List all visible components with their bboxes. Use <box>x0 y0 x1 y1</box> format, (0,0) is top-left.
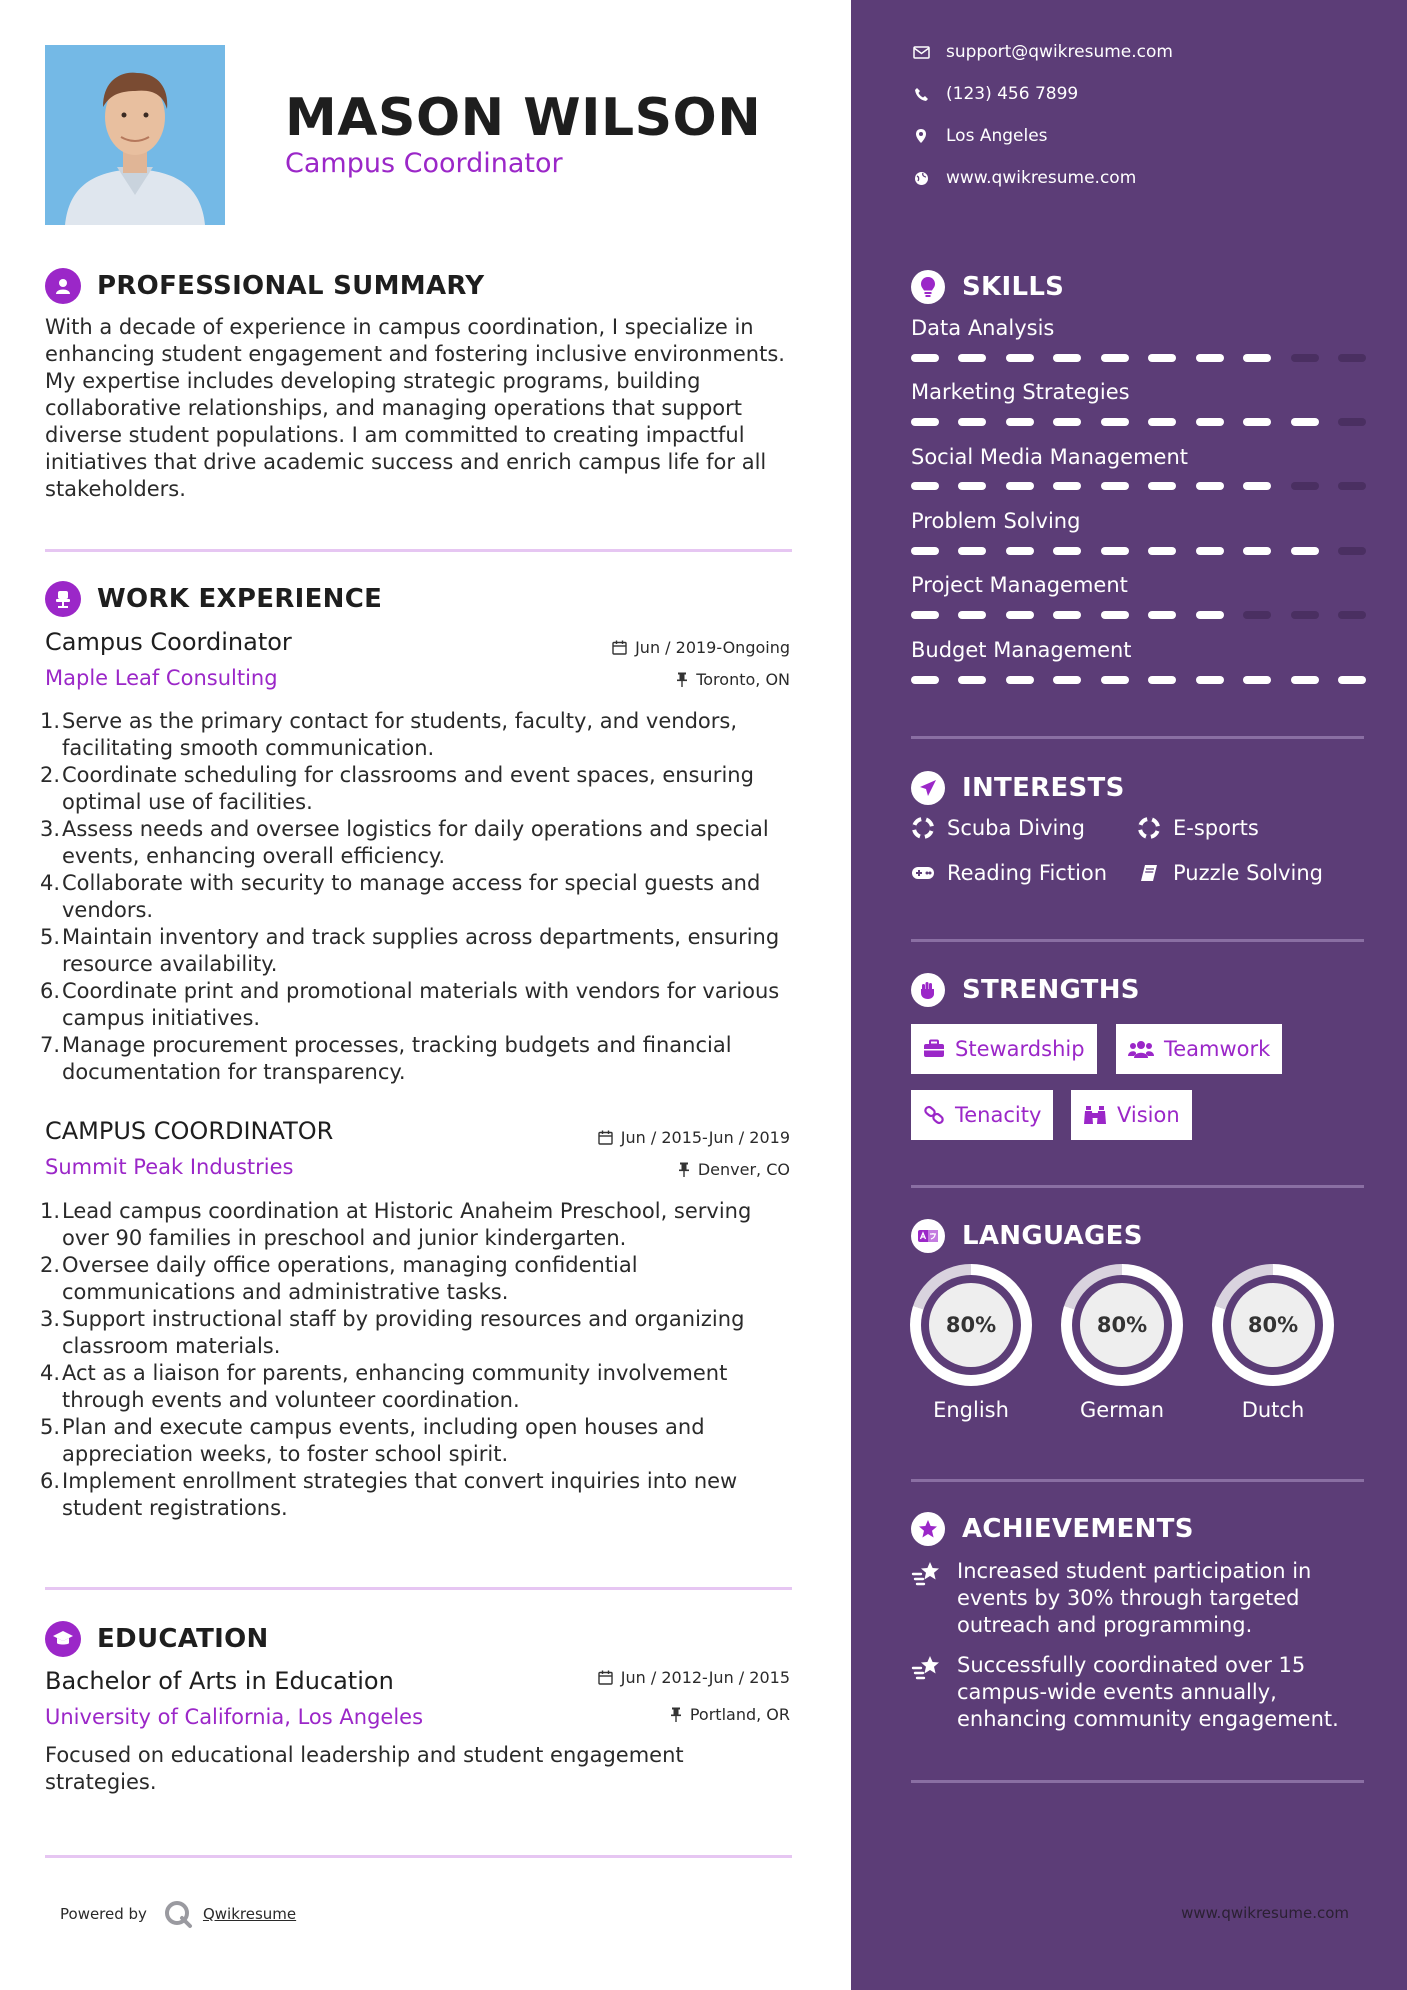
pin-icon <box>676 672 688 687</box>
section-divider <box>911 1780 1364 1783</box>
skill-level-segment <box>1148 676 1176 684</box>
language-ring <box>1212 1264 1334 1386</box>
star-badge-icon <box>911 1512 945 1546</box>
languages-title: LANGUAGES <box>962 1221 1143 1251</box>
language-percent: 80% <box>1231 1283 1315 1367</box>
skill-level-segment <box>1291 482 1319 490</box>
job-location <box>678 1160 790 1179</box>
skill-level-segment <box>1148 354 1176 362</box>
skill-level-segment <box>1006 354 1034 362</box>
section-divider <box>45 1587 792 1590</box>
fist-icon <box>911 973 945 1007</box>
list-item: 3. Support instructional staff by providing resources and organizing classroom materials. <box>40 1307 745 1358</box>
skill-level-segment <box>1101 482 1129 490</box>
binoculars-icon <box>1083 1105 1107 1125</box>
skill-name: Social Media Management <box>911 445 1189 469</box>
list-item: 7. Manage procurement processes, tracking budgets and financial documentation for transparency. <box>40 1033 732 1084</box>
strength-badge: Vision <box>1071 1090 1192 1140</box>
skill-level-segment <box>1338 611 1366 619</box>
language-name: Dutch <box>1241 1398 1305 1422</box>
contact-email[interactable] <box>911 42 1173 62</box>
job-location-text: Denver, CO <box>697 1160 790 1179</box>
job-dates-text: Jun / 2015-Jun / 2019 <box>620 1128 790 1147</box>
pin-icon <box>678 1162 690 1177</box>
skill-level-segment <box>1338 418 1366 426</box>
skill-level-segment <box>958 418 986 426</box>
section-divider <box>911 1185 1364 1188</box>
language-name: German <box>1079 1398 1165 1422</box>
education-dates-text: Jun / 2012-Jun / 2015 <box>620 1668 790 1687</box>
skill-level-segment <box>911 354 939 362</box>
skill-level-segment <box>1243 482 1271 490</box>
graduation-cap-icon <box>45 1621 81 1657</box>
job-location-text: Toronto, ON <box>696 670 790 689</box>
skill-level-segment <box>1291 676 1319 684</box>
lifebuoy-icon <box>911 817 935 839</box>
achievement-item: Increased student participation in events by 30% through targeted outreach and programming. <box>911 1558 1371 1639</box>
job-duties <box>40 708 800 1086</box>
globe-icon <box>911 171 931 186</box>
profile-photo <box>45 45 225 225</box>
candidate-name: MASON WILSON <box>285 88 762 148</box>
skill-level-segment <box>1101 354 1129 362</box>
skill-level-segment <box>1148 482 1176 490</box>
contact-website-text: www.qwikresume.com <box>946 168 1137 188</box>
contact-location <box>911 126 1048 146</box>
skill-level-segment <box>911 547 939 555</box>
interest-item: Scuba Diving <box>911 816 1085 840</box>
qwikresume-link[interactable]: Qwikresume <box>202 1905 297 1923</box>
skill-level-segment <box>911 611 939 619</box>
skill-level-segment <box>1243 354 1271 362</box>
achievements-heading <box>911 1509 1194 1549</box>
contact-location-text: Los Angeles <box>946 126 1048 146</box>
job-location <box>676 670 790 689</box>
list-item: 5. Maintain inventory and track supplies across departments, ensuring resource availability. <box>40 925 780 976</box>
achievements-title: ACHIEVEMENTS <box>962 1514 1194 1544</box>
language-icon <box>911 1219 945 1253</box>
skill-level-segment <box>1196 611 1224 619</box>
skill-level-segment <box>1338 354 1366 362</box>
skill-level-segment <box>1006 418 1034 426</box>
gamepad-icon <box>911 865 935 881</box>
skills-title: SKILLS <box>962 272 1065 302</box>
skill-level-segment <box>1243 676 1271 684</box>
skill-level-segment <box>1053 611 1081 619</box>
skill-level-segment <box>1243 418 1271 426</box>
skill-level-segment <box>911 482 939 490</box>
section-divider <box>911 939 1364 942</box>
language-percent: 80% <box>1080 1283 1164 1367</box>
list-item: 1. Lead campus coordination at Historic Anaheim Preschool, serving over 90 families in preschool and junior kindergarten. <box>40 1199 752 1250</box>
skill-bar <box>911 418 1366 426</box>
footer-site[interactable]: www.qwikresume.com <box>1181 1904 1349 1922</box>
job-duties <box>40 1198 800 1522</box>
contact-phone-text: (123) 456 7899 <box>946 84 1079 104</box>
skill-level-segment <box>1338 676 1366 684</box>
degree-title: Bachelor of Arts in Education <box>45 1667 394 1695</box>
skill-level-segment <box>1291 354 1319 362</box>
skill-level-segment <box>1196 676 1224 684</box>
strength-badge: Tenacity <box>911 1090 1053 1140</box>
skill-level-segment <box>1243 547 1271 555</box>
contact-website[interactable] <box>911 168 1136 188</box>
job-company: Maple Leaf Consulting <box>45 666 278 690</box>
contact-email-text: support@qwikresume.com <box>946 42 1173 62</box>
skill-level-segment <box>1291 611 1319 619</box>
skill-level-segment <box>1291 547 1319 555</box>
section-divider <box>911 736 1364 739</box>
language-item <box>1061 1264 1183 1422</box>
skill-bar <box>911 611 1366 619</box>
skill-level-segment <box>1053 482 1081 490</box>
skill-level-segment <box>1148 611 1176 619</box>
job-dates <box>612 638 790 657</box>
education-location-text: Portland, OR <box>689 1705 790 1724</box>
skill-level-segment <box>958 354 986 362</box>
briefcase-icon <box>923 1039 945 1059</box>
calendar-icon <box>598 1670 613 1685</box>
job-dates <box>598 1128 790 1147</box>
link-icon <box>923 1104 945 1126</box>
phone-icon <box>911 87 931 102</box>
skill-level-segment <box>1196 547 1224 555</box>
powered-by <box>60 1899 296 1929</box>
skill-level-segment <box>1053 547 1081 555</box>
map-marker-icon <box>911 128 931 144</box>
summary-text: With a decade of experience in campus coordination, I specialize in enhancing student engagement and fostering inclusive environments. My expertise includes developing strategic programs, building collaborative relationships, and managing operations that support diverse student populations. I am committed to creating impactful initiatives that drive academic success and enrich campus life for all stakeholders. <box>45 315 785 501</box>
skill-level-segment <box>1053 354 1081 362</box>
list-item: 5. Plan and execute campus events, including open houses and appreciation weeks, to foster school spirit. <box>40 1415 705 1466</box>
skill-name: Problem Solving <box>911 509 1081 533</box>
education-dates <box>598 1668 790 1687</box>
skill-level-segment <box>1196 482 1224 490</box>
skill-level-segment <box>1196 354 1224 362</box>
interests-heading <box>911 768 1125 808</box>
interest-item: Reading Fiction <box>911 861 1107 885</box>
list-item: 6. Coordinate print and promotional materials with vendors for various campus initiatives. <box>40 979 780 1030</box>
book-icon <box>1137 863 1161 883</box>
strengths-title: STRENGTHS <box>962 975 1140 1005</box>
summary-heading <box>45 266 484 306</box>
skill-level-segment <box>1006 676 1034 684</box>
skill-level-segment <box>1148 547 1176 555</box>
skill-bar <box>911 354 1366 362</box>
job-title: CAMPUS COORDINATOR <box>45 1117 334 1145</box>
users-icon <box>1128 1039 1154 1059</box>
job-company: Summit Peak Industries <box>45 1155 294 1179</box>
skill-level-segment <box>1053 418 1081 426</box>
user-icon <box>45 268 81 304</box>
skill-name: Marketing Strategies <box>911 380 1130 404</box>
school-name: University of California, Los Angeles <box>45 1705 424 1729</box>
language-name: English <box>933 1398 1009 1422</box>
experience-title: WORK EXPERIENCE <box>97 584 383 614</box>
skill-level-segment <box>911 676 939 684</box>
section-divider <box>911 1479 1364 1482</box>
skill-name: Project Management <box>911 573 1128 597</box>
summary-title: PROFESSIONAL SUMMARY <box>97 271 485 301</box>
interest-item: Puzzle Solving <box>1137 861 1323 885</box>
pin-icon <box>670 1707 682 1722</box>
skill-level-segment <box>1291 418 1319 426</box>
skill-name: Data Analysis <box>911 316 1055 340</box>
education-location <box>670 1705 790 1724</box>
skill-bar <box>911 547 1366 555</box>
skill-level-segment <box>1006 482 1034 490</box>
language-item <box>910 1264 1032 1422</box>
skill-level-segment <box>1006 611 1034 619</box>
interests-title: INTERESTS <box>962 773 1125 803</box>
education-heading <box>45 1619 269 1659</box>
powered-by-label: Powered by <box>60 1905 147 1923</box>
skill-level-segment <box>958 611 986 619</box>
envelope-icon <box>911 46 931 59</box>
strength-badge: Stewardship <box>911 1024 1097 1074</box>
skill-level-segment <box>1243 611 1271 619</box>
job-title: Campus Coordinator <box>45 628 292 656</box>
language-ring <box>910 1264 1032 1386</box>
list-item: 4. Act as a liaison for parents, enhancing community involvement through events and volunteer coordination. <box>40 1361 728 1412</box>
shooting-star-icon <box>911 1558 943 1639</box>
skill-level-segment <box>1101 418 1129 426</box>
list-item: 2. Coordinate scheduling for classrooms and event spaces, ensuring optimal use of facilities. <box>40 763 754 814</box>
skill-name: Budget Management <box>911 638 1132 662</box>
job-dates-text: Jun / 2019-Ongoing <box>635 638 790 657</box>
language-item <box>1212 1264 1334 1422</box>
paper-plane-icon <box>911 771 945 805</box>
section-divider <box>45 549 792 552</box>
list-item: 6. Implement enrollment strategies that convert inquiries into new student registrations. <box>40 1469 738 1520</box>
skill-level-segment <box>1338 547 1366 555</box>
skill-level-segment <box>1101 611 1129 619</box>
lightbulb-icon <box>911 270 945 304</box>
contact-phone[interactable] <box>911 84 1078 104</box>
list-item: 3. Assess needs and oversee logistics for daily operations and special events, enhancing overall efficiency. <box>40 817 769 868</box>
language-ring <box>1061 1264 1183 1386</box>
skill-level-segment <box>1196 418 1224 426</box>
list-item: 4. Collaborate with security to manage access for special guests and vendors. <box>40 871 761 922</box>
languages-heading <box>911 1216 1143 1256</box>
list-item: 2. Oversee daily office operations, managing confidential communications and administrative tasks. <box>40 1253 638 1304</box>
candidate-role: Campus Coordinator <box>285 148 563 179</box>
skills-heading <box>911 267 1064 307</box>
skill-bar <box>911 676 1366 684</box>
shooting-star-icon <box>911 1652 943 1733</box>
experience-heading <box>45 579 382 619</box>
interest-item: E-sports <box>1137 816 1259 840</box>
skill-level-segment <box>911 418 939 426</box>
list-item: 1. Serve as the primary contact for students, faculty, and vendors, facilitating smooth communication. <box>40 709 738 760</box>
qwikresume-logo-icon <box>163 1899 193 1929</box>
education-description: Focused on educational leadership and student engagement strategies. <box>45 1743 684 1794</box>
education-title: EDUCATION <box>97 1624 269 1654</box>
section-divider <box>45 1855 792 1858</box>
skill-level-segment <box>958 676 986 684</box>
language-percent: 80% <box>929 1283 1013 1367</box>
skill-level-segment <box>1006 547 1034 555</box>
skill-level-segment <box>958 547 986 555</box>
chair-icon <box>45 581 81 617</box>
achievement-item: Successfully coordinated over 15 campus-wide events annually, enhancing community engagement. <box>911 1652 1371 1733</box>
skill-level-segment <box>1053 676 1081 684</box>
calendar-icon <box>598 1130 613 1145</box>
sidebar <box>851 0 1407 1990</box>
skill-level-segment <box>1101 676 1129 684</box>
skill-level-segment <box>1101 547 1129 555</box>
calendar-icon <box>612 640 627 655</box>
skill-level-segment <box>1338 482 1366 490</box>
strength-badge: Teamwork <box>1116 1024 1282 1074</box>
skill-bar <box>911 482 1366 490</box>
lifebuoy-icon <box>1137 817 1161 839</box>
skill-level-segment <box>958 482 986 490</box>
strengths-heading <box>911 970 1140 1010</box>
skill-level-segment <box>1148 418 1176 426</box>
